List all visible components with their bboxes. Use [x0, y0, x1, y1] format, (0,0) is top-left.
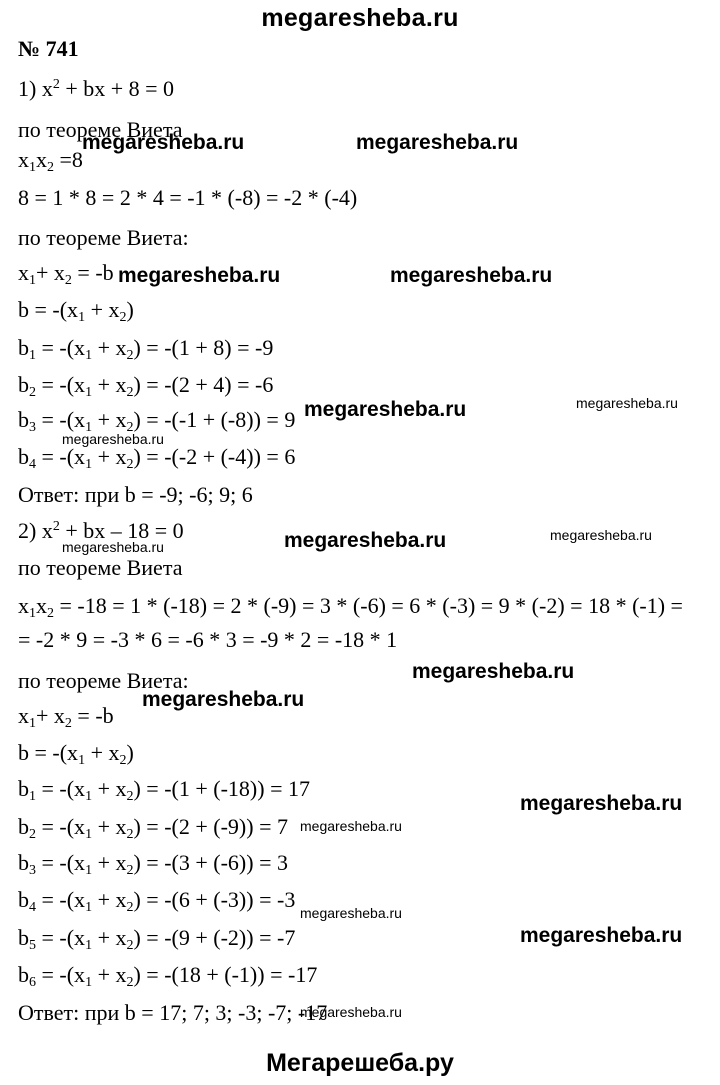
- watermark: megaresheba.ru: [520, 924, 683, 947]
- p2-b-row-2: $b_2 = -(x_1 + x_2) = -(2 + (-9)) = 7$: [18, 814, 288, 842]
- p1-sum: $x_1+ x_2 = -b$: [18, 260, 114, 288]
- p2-b-row-4: $b_4 = -(x_1 + x_2) = -(6 + (-3)) = -3$: [18, 887, 296, 915]
- watermark: megaresheba.ru: [142, 688, 305, 711]
- watermark: megaresheba.ru: [356, 131, 519, 154]
- p1-vieta-label-2: по теореме Виета:: [18, 225, 189, 250]
- p1-product: $x_1x_2 =8$: [18, 147, 83, 175]
- watermark: megaresheba.ru: [520, 792, 683, 815]
- watermark: megaresheba.ru: [82, 131, 245, 154]
- watermark: megaresheba.ru: [300, 905, 402, 921]
- watermark: megaresheba.ru: [300, 1004, 402, 1020]
- p1-b-row-3: $b_3 = -(x_1 + x_2) = -(-1 + (-8)) = 9$: [18, 407, 296, 435]
- watermark: megaresheba.ru: [304, 398, 467, 421]
- p1-b-row-1: $b_1 = -(x_1 + x_2) = -(1 + 8) = -9$: [18, 335, 274, 363]
- watermark: megaresheba.ru: [300, 818, 402, 834]
- p1-b-row-2: $b_2 = -(x_1 + x_2) = -(2 + 4) = -6$: [18, 372, 274, 400]
- p2-sum: $x_1+ x_2 = -b$: [18, 703, 114, 731]
- p2-b-row-3: $b_3 = -(x_1 + x_2) = -(3 + (-6)) = 3$: [18, 850, 288, 878]
- watermark: megaresheba.ru: [576, 395, 678, 411]
- p2-vieta-label: по теореме Виета: [18, 555, 183, 580]
- p2-b-row-5: $b_5 = -(x_1 + x_2) = -(9 + (-2)) = -7$: [18, 925, 296, 953]
- p2-equation: 2) $x^2$ + bx – 18 = 0: [18, 518, 184, 543]
- p2-b-row-1: $b_1 = -(x_1 + x_2) = -(1 + (-18)) = 17$: [18, 776, 310, 804]
- p1-equation: 1) $x^2$ + bx + 8 = 0: [18, 76, 175, 101]
- watermark: megaresheba.ru: [390, 264, 553, 287]
- watermark: megaresheba.ru: [412, 660, 575, 683]
- watermark: megaresheba.ru: [118, 264, 281, 287]
- p1-b-formula: $b = -(x_1 + x_2)$: [18, 297, 134, 325]
- p2-vieta-label-2: по теореме Виета:: [18, 668, 189, 693]
- p1-vieta-label: по теореме Виета: [18, 117, 183, 142]
- p2-b-formula: $b = -(x_1 + x_2)$: [18, 740, 134, 768]
- watermark: megaresheba.ru: [62, 431, 164, 447]
- p2-product: $x_1x_2 = -18 = 1 * (-18) = 2 * (-9) = 3 * (-6) = 6 * (-3) = 9 * (-2) = 18 * (-1)$ =: [18, 593, 683, 621]
- p2-answer: Ответ: при b = 17; 7; 3; -3; -7; -17: [18, 1000, 328, 1025]
- watermark: megaresheba.ru: [62, 539, 164, 555]
- watermark: megaresheba.ru: [284, 529, 447, 552]
- p2-b-row-6: $b_6 = -(x_1 + x_2) = -(18 + (-1)) = -17$: [18, 962, 318, 990]
- p1-b-row-4: $b_4 = -(x_1 + x_2) = -(-2 + (-4)) = 6$: [18, 444, 296, 472]
- task-number: № 741: [18, 36, 79, 61]
- p2-product-cont: = -2 * 9 = -3 * 6 = -6 * 3 = -9 * 2 = -18 * 1: [18, 627, 398, 652]
- site-footer: Мегарешеба.ру: [266, 1049, 454, 1077]
- site-header: megaresheba.ru: [261, 4, 459, 32]
- watermark: megaresheba.ru: [550, 527, 652, 543]
- p1-answer: Ответ: при b = -9; -6; 9; 6: [18, 482, 253, 507]
- p1-factors: 8 = 1 * 8 = 2 * 4 = -1 * (-8) = -2 * (-4): [18, 185, 358, 210]
